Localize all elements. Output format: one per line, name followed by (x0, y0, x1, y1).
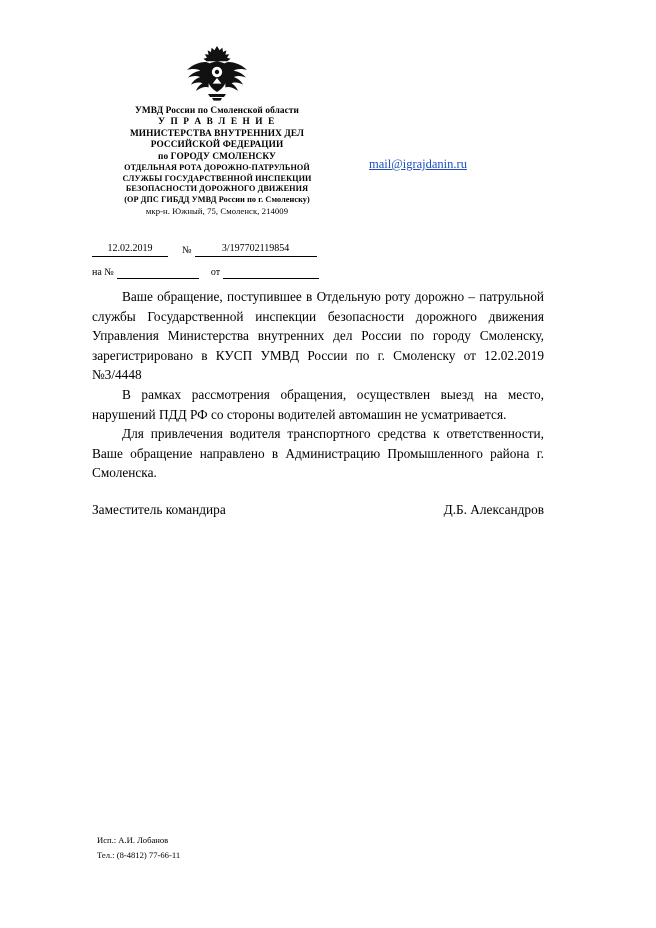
reference-row-incoming (92, 263, 347, 279)
letterhead-line-8: БЕЗОПАСНОСТИ ДОРОЖНОГО ДВИЖЕНИЯ (125, 184, 309, 194)
body-paragraph-2: В рамках рассмотрения обращения, осуществлен выезд на место, нарушений ПДД РФ со стороны водителей автомашин не усматривается. (92, 386, 544, 422)
letterhead-address: мкр-н. Южный, 75, Смоленск, 214009 (145, 206, 289, 217)
incoming-number-label: на № (92, 267, 114, 278)
mvd-russia-emblem (182, 44, 252, 102)
letter-body (92, 287, 544, 483)
recipient-email-link[interactable]: mail@igrajdanin.ru (369, 157, 467, 171)
reference-block (92, 241, 347, 279)
outgoing-number-label: № (182, 245, 192, 256)
letterhead-line-1: УМВД России по Смоленской области (135, 106, 299, 116)
letterhead-line-7: СЛУЖБЫ ГОСУДАРСТВЕННОЙ ИНСПЕКЦИИ (122, 173, 312, 183)
letterhead-line-4: РОССИЙСКОЙ ФЕДЕРАЦИИ (150, 140, 284, 151)
letterhead-line-2: У П Р А В Л Е Н И Е (158, 117, 276, 128)
incoming-date-value (223, 265, 319, 279)
letterhead-line-6: ОТДЕЛЬНАЯ РОТА ДОРОЖНО-ПАТРУЛЬНОЙ (124, 163, 310, 173)
signer-name: Д.Б. Александров (443, 502, 544, 517)
footer-executor: Исп.: А.И. Лобанов (97, 835, 169, 845)
letterhead-line-5: по ГОРОДУ СМОЛЕНСКУ (158, 151, 276, 162)
incoming-number-value (117, 265, 199, 279)
body-paragraph-1: Ваше обращение, поступившее в Отдельную роту дорожно – патрульной службы Государственной инспекции безопасности дорожного движения Управления Министерства внутренних дел России по городу Смоленску, зарегистрировано в КУСП УМВД России по г. Смоленску от 12.02.2019 №3/4448 (92, 289, 544, 383)
letterhead-line-3: МИНИСТЕРСТВА ВНУТРЕННИХ ДЕЛ (129, 128, 305, 139)
document-footer (97, 833, 180, 863)
reference-row-outgoing (92, 241, 347, 257)
outgoing-date-value: 12.02.2019 (92, 243, 168, 257)
letterhead (92, 44, 342, 217)
incoming-date-label: от (210, 267, 221, 278)
footer-phone: Тел.: (8-4812) 77-66-11 (97, 850, 181, 860)
letterhead-line-9: (ОР ДПС ГИБДД УМВД России по г. Смоленску) (124, 194, 310, 204)
body-paragraph-3: Для привлечения водителя транспортного средства к ответственности, Ваше обращение направлено в Администрацию Промышленного района г. Смоленска. (92, 426, 544, 481)
signature-block (92, 502, 544, 518)
signer-position: Заместитель командира (92, 502, 226, 517)
outgoing-number-value: 3/197702119854 (195, 243, 317, 257)
